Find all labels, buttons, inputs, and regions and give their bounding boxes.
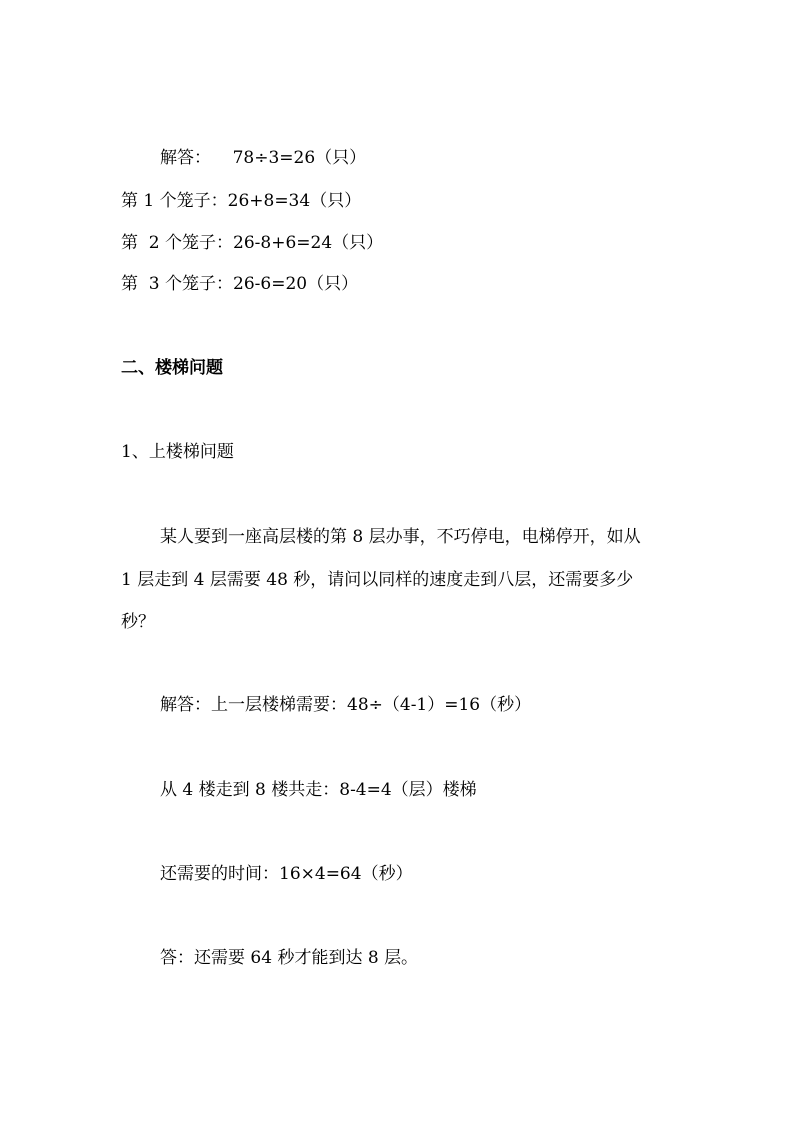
problem-line-2: 1 层走到 4 层需要 48 秒，请问以同样的速度走到八层，还需要多少 (121, 570, 634, 590)
problem-line-1: 某人要到一座高层楼的第 8 层办事，不巧停电，电梯停开，如从 (160, 527, 641, 547)
section-heading: 二、楼梯问题 (121, 358, 223, 378)
solution-step-1: 解答：上一层楼梯需要：48÷（4-1）=16（秒） (160, 695, 532, 715)
cage-3-line: 第 3 个笼子：26-6=20（只） (121, 274, 359, 294)
cage-2-line: 第 2 个笼子：26-8+6=24（只） (121, 233, 384, 253)
solution-step-2: 从 4 楼走到 8 楼共走：8-4=4（层）楼梯 (160, 780, 477, 800)
solution-final-answer: 答：还需要 64 秒才能到达 8 层。 (160, 948, 419, 968)
problem-line-3: 秒？ (121, 612, 155, 632)
subsection-heading: 1、上楼梯问题 (121, 442, 234, 462)
cage-1-line: 第 1 个笼子：26+8=34（只） (121, 191, 362, 211)
solution-step-3: 还需要的时间：16×4=64（秒） (160, 864, 413, 884)
answer-line: 解答： 78÷3=26（只） (160, 148, 367, 168)
